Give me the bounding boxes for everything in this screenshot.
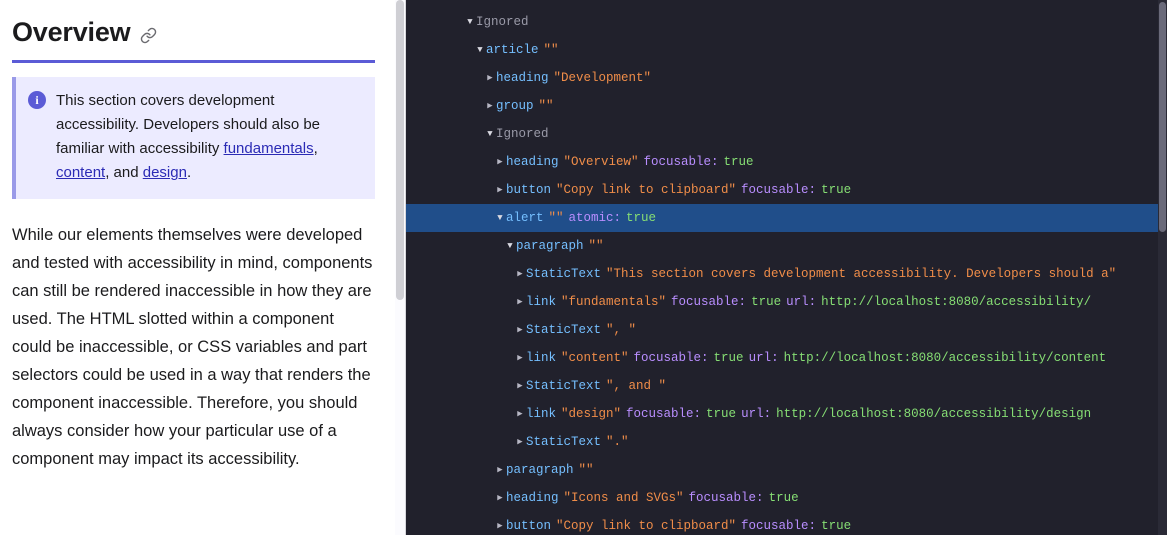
tree-row-prop-value: true — [821, 519, 852, 533]
tree-row-role: StaticText — [526, 267, 602, 281]
tree-row[interactable] — [406, 400, 1167, 428]
tree-row[interactable] — [406, 232, 1167, 260]
tree-row[interactable] — [406, 148, 1167, 176]
doc-scrollbar-thumb[interactable] — [396, 0, 404, 300]
note-text-segment: This section covers development accessibility. Developers should also be familiar with accessibility — [56, 92, 321, 158]
tree-row-prop-value: true — [768, 491, 799, 505]
twisty-closed-icon[interactable]: ▶ — [517, 408, 523, 419]
tree-row-role: button — [506, 519, 552, 533]
twisty-closed-icon[interactable]: ▶ — [497, 464, 503, 475]
tree-row-prop-value: true — [751, 295, 782, 309]
tree-row-prop-key: focusable: — [633, 351, 709, 365]
tree-row[interactable] — [406, 316, 1167, 344]
note-link-design[interactable]: design — [142, 164, 187, 182]
twisty-closed-icon[interactable]: ▶ — [497, 492, 503, 503]
twisty-open-icon[interactable]: ▼ — [467, 16, 473, 27]
note-text — [56, 89, 361, 185]
tree-row[interactable] — [406, 120, 1167, 148]
tree-row-name: "Icons and SVGs" — [563, 491, 684, 505]
twisty-open-icon[interactable]: ▼ — [497, 212, 503, 223]
twisty-closed-icon[interactable]: ▶ — [517, 352, 523, 363]
tree-row-prop-key: atomic: — [568, 211, 622, 225]
note-link-fundamentals[interactable]: fundamentals — [223, 140, 314, 158]
tree-row[interactable] — [406, 288, 1167, 316]
tree-row-role: alert — [506, 211, 544, 225]
tree-row-role: heading — [496, 71, 549, 85]
tree-rows — [406, 0, 1167, 535]
twisty-closed-icon[interactable]: ▶ — [517, 380, 523, 391]
twisty-closed-icon[interactable]: ▶ — [487, 100, 493, 111]
tree-row-role: heading — [506, 155, 559, 169]
tree-row[interactable] — [406, 456, 1167, 484]
tree-row-name: "Development" — [553, 71, 652, 85]
tree-scrollbar-thumb[interactable] — [1159, 2, 1166, 232]
tree-row-name: "This section covers development accessibility. Developers should a" — [606, 267, 1117, 281]
note-text-segment: , — [313, 140, 318, 158]
tree-row[interactable] — [406, 372, 1167, 400]
tree-row-prop-key: focusable: — [626, 407, 702, 421]
tree-row-prop-value: true — [821, 183, 852, 197]
tree-row-prop-value: http://localhost:8080/accessibility/design — [776, 407, 1092, 421]
tree-scrollbar[interactable] — [1158, 0, 1167, 535]
note-link-content[interactable]: content — [56, 164, 106, 182]
tree-row-prop-value: http://localhost:8080/accessibility/content — [783, 351, 1107, 365]
twisty-closed-icon[interactable]: ▶ — [517, 296, 523, 307]
tree-row-name: "" — [548, 211, 564, 225]
tree-row-name: "" — [538, 99, 554, 113]
title-underline — [12, 60, 375, 63]
tree-row-name: ", and " — [606, 379, 667, 393]
tree-row-name: "" — [543, 43, 559, 57]
twisty-closed-icon[interactable]: ▶ — [487, 72, 493, 83]
twisty-open-icon[interactable]: ▼ — [507, 240, 513, 251]
tree-row-prop-value: true — [723, 155, 754, 169]
tree-row[interactable] — [406, 428, 1167, 456]
twisty-closed-icon[interactable]: ▶ — [497, 520, 503, 531]
tree-row-role: link — [526, 407, 557, 421]
tree-row[interactable] — [406, 8, 1167, 36]
tree-row-name: "Overview" — [563, 155, 639, 169]
tree-row-prop-key: focusable: — [671, 295, 747, 309]
tree-row-name: "design" — [561, 407, 622, 421]
tree-row[interactable] — [406, 36, 1167, 64]
tree-row-name: "fundamentals" — [561, 295, 667, 309]
twisty-closed-icon[interactable]: ▶ — [517, 268, 523, 279]
tree-row[interactable] — [406, 64, 1167, 92]
tree-row[interactable] — [406, 512, 1167, 535]
page-title-row — [12, 16, 371, 48]
tree-row-role: StaticText — [526, 323, 602, 337]
doc-scrollbar[interactable] — [395, 0, 405, 535]
tree-row-role: link — [526, 351, 557, 365]
body-paragraph: While our elements themselves were developed and tested with accessibility in mind, components can still be rendered inaccessible in how they are used. The HTML slotted within a component could be inaccessible, or CSS variables and part selectors could be used in a way that renders the component inaccessible. Therefore, you should always consider how your particular use of a component may impact its accessibility. — [12, 226, 373, 469]
tree-row-prop-key: focusable: — [643, 155, 719, 169]
tree-row[interactable] — [406, 92, 1167, 120]
info-icon: i — [28, 91, 46, 109]
tree-row-name: "" — [588, 239, 604, 253]
tree-row-role: button — [506, 183, 552, 197]
tree-row[interactable] — [406, 260, 1167, 288]
accessibility-note — [12, 77, 375, 199]
note-text-segment: , and — [105, 164, 143, 182]
tree-row[interactable] — [406, 484, 1167, 512]
tree-row-name: "." — [606, 435, 629, 449]
tree-row-name: "Copy link to clipboard" — [556, 183, 737, 197]
tree-row-prop-value: http://localhost:8080/accessibility/ — [821, 295, 1092, 309]
twisty-open-icon[interactable]: ▼ — [487, 128, 493, 139]
tree-row-name: "" — [578, 463, 594, 477]
tree-row-role: paragraph — [516, 239, 584, 253]
tree-row-role: group — [496, 99, 534, 113]
tree-row-prop-key: focusable: — [688, 491, 764, 505]
page-title: Overview — [12, 17, 131, 47]
twisty-closed-icon[interactable]: ▶ — [497, 156, 503, 167]
accessibility-tree-pane[interactable] — [406, 0, 1167, 535]
documentation-pane — [0, 0, 406, 535]
tree-row[interactable] — [406, 176, 1167, 204]
tree-row-prop-value: true — [706, 407, 737, 421]
tree-row-role: heading — [506, 491, 559, 505]
tree-row-role: Ignored — [496, 127, 549, 141]
tree-row-prop-key: url: — [741, 407, 772, 421]
tree-row-name: ", " — [606, 323, 637, 337]
tree-row-role: article — [486, 43, 539, 57]
tree-row-name: "content" — [561, 351, 629, 365]
tree-row[interactable] — [406, 344, 1167, 372]
twisty-closed-icon[interactable]: ▶ — [517, 436, 523, 447]
tree-row-prop-value: true — [626, 211, 657, 225]
note-text-segment: . — [186, 164, 192, 182]
twisty-closed-icon[interactable]: ▶ — [497, 184, 503, 195]
tree-row-role: link — [526, 295, 557, 309]
tree-row-prop-key: focusable: — [741, 519, 817, 533]
twisty-closed-icon[interactable]: ▶ — [517, 324, 523, 335]
tree-row-role: StaticText — [526, 435, 602, 449]
tree-row-prop-value: true — [713, 351, 744, 365]
tree-row[interactable] — [406, 204, 1167, 232]
tree-row-prop-key: url: — [748, 351, 779, 365]
tree-row-role: paragraph — [506, 463, 574, 477]
link-icon[interactable] — [140, 27, 157, 44]
tree-row-prop-key: focusable: — [741, 183, 817, 197]
tree-row-role: Ignored — [476, 15, 529, 29]
twisty-open-icon[interactable]: ▼ — [477, 44, 483, 55]
tree-row-prop-key: url: — [786, 295, 817, 309]
tree-row-name: "Copy link to clipboard" — [556, 519, 737, 533]
tree-row-role: StaticText — [526, 379, 602, 393]
